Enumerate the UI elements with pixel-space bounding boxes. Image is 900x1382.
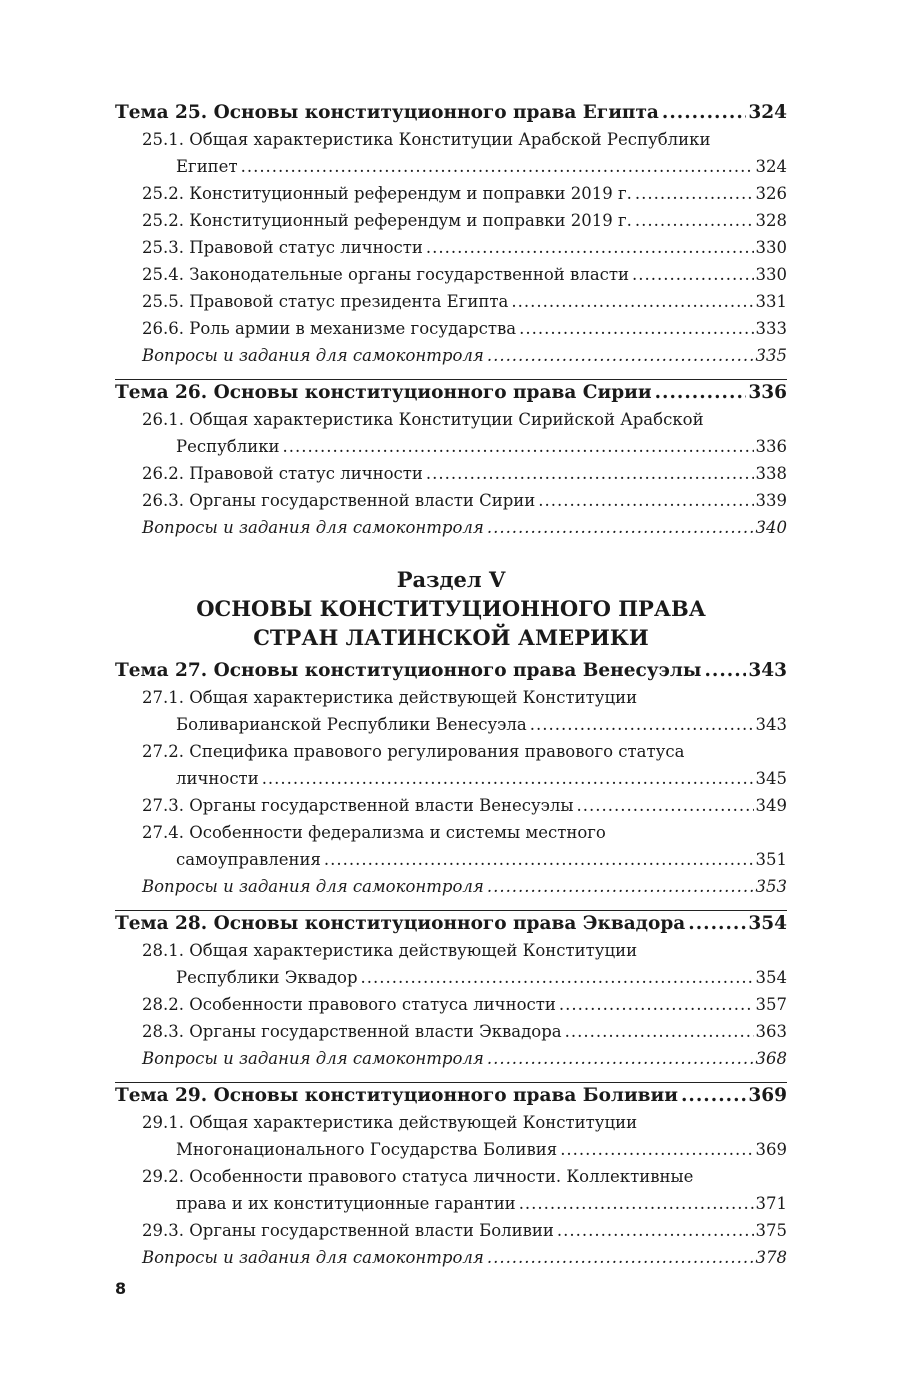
- toc-entry: [115, 819, 787, 873]
- entry-title: 25.2. Конституционный референдум и поправки 2019 г.: [142, 184, 632, 203]
- toc-entry: [115, 234, 787, 261]
- dot-leader: [559, 991, 754, 1018]
- entry-row[interactable]: [142, 460, 787, 487]
- dot-leader: [487, 873, 754, 900]
- entry-page: 335: [755, 346, 787, 365]
- dot-leader: [487, 1244, 754, 1271]
- entry-row[interactable]: [142, 1136, 787, 1163]
- entry-title: Вопросы и задания для самоконтроля: [142, 877, 484, 896]
- chapter-group-a: [115, 100, 787, 541]
- entry-title: Боливарианской Республики Венесуэла: [176, 715, 527, 734]
- page-number: 8: [115, 1279, 127, 1298]
- chapter-spacer: [115, 369, 787, 379]
- entry-title: 28.2. Особенности правового статуса личности: [142, 995, 556, 1014]
- section-heading: [115, 565, 787, 652]
- toc-entry: [115, 288, 787, 315]
- toc-entry: [115, 261, 787, 288]
- dot-leader: [262, 765, 754, 792]
- entry-first-line: 25.1. Общая характеристика Конституции Арабской Республики: [142, 130, 711, 149]
- dot-leader: [560, 1136, 753, 1163]
- dot-leader: [519, 1190, 754, 1217]
- entry-row[interactable]: [142, 315, 787, 342]
- entry-row[interactable]: [142, 207, 787, 234]
- dot-leader: [530, 711, 754, 738]
- entry-title: Республики Эквадор: [176, 968, 358, 987]
- entry-title: 26.2. Правовой статус личности: [142, 464, 423, 483]
- table-of-contents: [115, 100, 787, 1271]
- questions-entry: [115, 1244, 787, 1271]
- toc-entry: [115, 1018, 787, 1045]
- questions-entry: [115, 342, 787, 369]
- dot-leader: [704, 658, 746, 684]
- toc-entry: [115, 1217, 787, 1244]
- entry-page: 330: [755, 238, 787, 257]
- entry-title: 28.3. Органы государственной власти Эквадора: [142, 1022, 562, 1041]
- entry-title: 25.5. Правовой статус президента Египта: [142, 292, 509, 311]
- dot-leader: [635, 207, 754, 234]
- entry-page: 353: [755, 877, 787, 896]
- entry-title: Вопросы и задания для самоконтроля: [142, 346, 484, 365]
- chapter-page: 369: [748, 1085, 787, 1106]
- entry-page: 357: [755, 995, 787, 1014]
- chapter-heading[interactable]: [115, 658, 787, 684]
- entry-title: Египет: [176, 157, 238, 176]
- entry-first-line: 27.2. Специфика правового регулирования правового статуса: [142, 742, 685, 761]
- entry-title: 25.2. Конституционный референдум и поправки 2019 г.: [142, 211, 632, 230]
- dot-leader: [426, 234, 754, 261]
- dot-leader: [635, 180, 754, 207]
- dot-leader: [688, 911, 746, 937]
- dot-leader: [662, 100, 746, 126]
- entry-page: 375: [755, 1221, 787, 1240]
- dot-leader: [565, 1018, 754, 1045]
- entry-row[interactable]: [142, 1217, 787, 1244]
- entry-title: Вопросы и задания для самоконтроля: [142, 1248, 484, 1267]
- questions-row[interactable]: [142, 514, 787, 541]
- toc-entry: [115, 487, 787, 514]
- chapter-page: 336: [748, 382, 787, 403]
- entry-page: 339: [755, 491, 787, 510]
- dot-leader: [487, 1045, 754, 1072]
- entry-page: 330: [755, 265, 787, 284]
- entry-row[interactable]: [142, 765, 787, 792]
- entry-row[interactable]: [142, 846, 787, 873]
- entry-title: самоуправления: [176, 850, 321, 869]
- entry-page: 333: [755, 319, 787, 338]
- entry-page: 349: [755, 796, 787, 815]
- chapter-heading[interactable]: [115, 1082, 787, 1109]
- dot-leader: [487, 514, 754, 541]
- toc-entry: [115, 792, 787, 819]
- chapter-page: 354: [748, 913, 787, 934]
- entry-title: Многонационального Государства Боливия: [176, 1140, 558, 1159]
- entry-title: Вопросы и задания для самоконтроля: [142, 1049, 484, 1068]
- chapter-title: Тема 29. Основы конституционного права Боливии: [115, 1085, 678, 1106]
- entry-page: 354: [755, 968, 787, 987]
- entry-page: 363: [755, 1022, 787, 1041]
- entry-row[interactable]: [142, 487, 787, 514]
- dot-leader: [577, 792, 754, 819]
- questions-row[interactable]: [142, 1045, 787, 1072]
- entry-page: 351: [755, 850, 787, 869]
- toc-entry: [115, 315, 787, 342]
- toc-entry: [115, 1163, 787, 1217]
- entry-first-line: 29.2. Особенности правового статуса личности. Коллективные: [142, 1167, 694, 1186]
- entry-first-line: 27.4. Особенности федерализма и системы местного: [142, 823, 606, 842]
- questions-entry: [115, 1045, 787, 1072]
- entry-title: 25.3. Правовой статус личности: [142, 238, 423, 257]
- dot-leader: [324, 846, 754, 873]
- chapter-spacer: [115, 900, 787, 910]
- entry-first-line: 29.1. Общая характеристика действующей Конституции: [142, 1113, 638, 1132]
- entry-page: 378: [755, 1248, 787, 1267]
- dot-leader: [487, 342, 754, 369]
- dot-leader: [519, 315, 753, 342]
- dot-leader: [511, 288, 753, 315]
- toc-entry: [115, 1109, 787, 1163]
- toc-entry: [115, 991, 787, 1018]
- entry-row[interactable]: [142, 1190, 787, 1217]
- entry-first-line: 27.1. Общая характеристика действующей Конституции: [142, 688, 638, 707]
- entry-row[interactable]: [142, 433, 787, 460]
- section-title-line2: СТРАН ЛАТИНСКОЙ АМЕРИКИ: [253, 625, 649, 650]
- entry-page: 345: [755, 769, 787, 788]
- entry-row[interactable]: [142, 288, 787, 315]
- entry-row[interactable]: [142, 180, 787, 207]
- entry-page: 326: [755, 184, 787, 203]
- toc-entry: [115, 460, 787, 487]
- chapter-title: Тема 27. Основы конституционного права Венесуэлы: [115, 660, 702, 681]
- toc-entry: [115, 684, 787, 738]
- toc-entry: [115, 180, 787, 207]
- dot-leader: [655, 380, 747, 406]
- dot-leader: [283, 433, 754, 460]
- entry-row[interactable]: [142, 1018, 787, 1045]
- entry-row[interactable]: [142, 261, 787, 288]
- dot-leader: [361, 964, 754, 991]
- entry-page: 368: [755, 1049, 787, 1068]
- entry-row[interactable]: [142, 153, 787, 180]
- entry-page: 369: [755, 1140, 787, 1159]
- entry-page: 371: [755, 1194, 787, 1213]
- section-label: Раздел V: [396, 567, 506, 592]
- questions-entry: [115, 514, 787, 541]
- chapter-page: 343: [748, 660, 787, 681]
- chapter-heading[interactable]: [115, 910, 787, 937]
- toc-entry: [115, 937, 787, 991]
- section-title-line1: ОСНОВЫ КОНСТИТУЦИОННОГО ПРАВА: [196, 596, 706, 621]
- entry-page: 328: [755, 211, 787, 230]
- entry-page: 324: [755, 157, 787, 176]
- questions-row[interactable]: [142, 1244, 787, 1271]
- questions-row[interactable]: [142, 342, 787, 369]
- entry-row[interactable]: [142, 234, 787, 261]
- entry-first-line: 26.1. Общая характеристика Конституции Сирийской Арабской: [142, 410, 704, 429]
- entry-page: 343: [755, 715, 787, 734]
- entry-page: 340: [755, 518, 787, 537]
- chapter-heading[interactable]: [115, 100, 787, 126]
- entry-first-line: 28.1. Общая характеристика действующей Конституции: [142, 941, 638, 960]
- entry-title: 27.3. Органы государственной власти Венесуэлы: [142, 796, 574, 815]
- toc-entry: [115, 738, 787, 792]
- toc-entry: [115, 406, 787, 460]
- dot-leader: [632, 261, 753, 288]
- dot-leader: [538, 487, 753, 514]
- chapter-title: Тема 26. Основы конституционного права Сирии: [115, 382, 652, 403]
- entry-row[interactable]: [142, 711, 787, 738]
- chapter-group-b: [115, 658, 787, 1271]
- dot-leader: [681, 1083, 746, 1109]
- entry-title: права и их конституционные гарантии: [176, 1194, 516, 1213]
- questions-row[interactable]: [142, 873, 787, 900]
- chapter-heading[interactable]: [115, 379, 787, 406]
- entry-title: Вопросы и задания для самоконтроля: [142, 518, 484, 537]
- entry-title: Республики: [176, 437, 280, 456]
- questions-entry: [115, 873, 787, 900]
- chapter-title: Тема 25. Основы конституционного права Египта: [115, 102, 659, 123]
- toc-entry: [115, 207, 787, 234]
- entry-title: 25.4. Законодательные органы государственной власти: [142, 265, 630, 284]
- entry-title: 26.3. Органы государственной власти Сирии: [142, 491, 536, 510]
- entry-row[interactable]: [142, 792, 787, 819]
- entry-page: 338: [755, 464, 787, 483]
- entry-row[interactable]: [142, 991, 787, 1018]
- dot-leader: [241, 153, 754, 180]
- chapter-title: Тема 28. Основы конституционного права Эквадора: [115, 913, 686, 934]
- entry-page: 331: [755, 292, 787, 311]
- entry-row[interactable]: [142, 964, 787, 991]
- entry-page: 336: [755, 437, 787, 456]
- dot-leader: [426, 460, 754, 487]
- entry-title: 26.6. Роль армии в механизме государства: [142, 319, 517, 338]
- entry-title: 29.3. Органы государственной власти Боливии: [142, 1221, 554, 1240]
- entry-title: личности: [176, 769, 259, 788]
- dot-leader: [557, 1217, 754, 1244]
- chapter-spacer: [115, 1072, 787, 1082]
- toc-entry: [115, 126, 787, 180]
- chapter-page: 324: [748, 102, 787, 123]
